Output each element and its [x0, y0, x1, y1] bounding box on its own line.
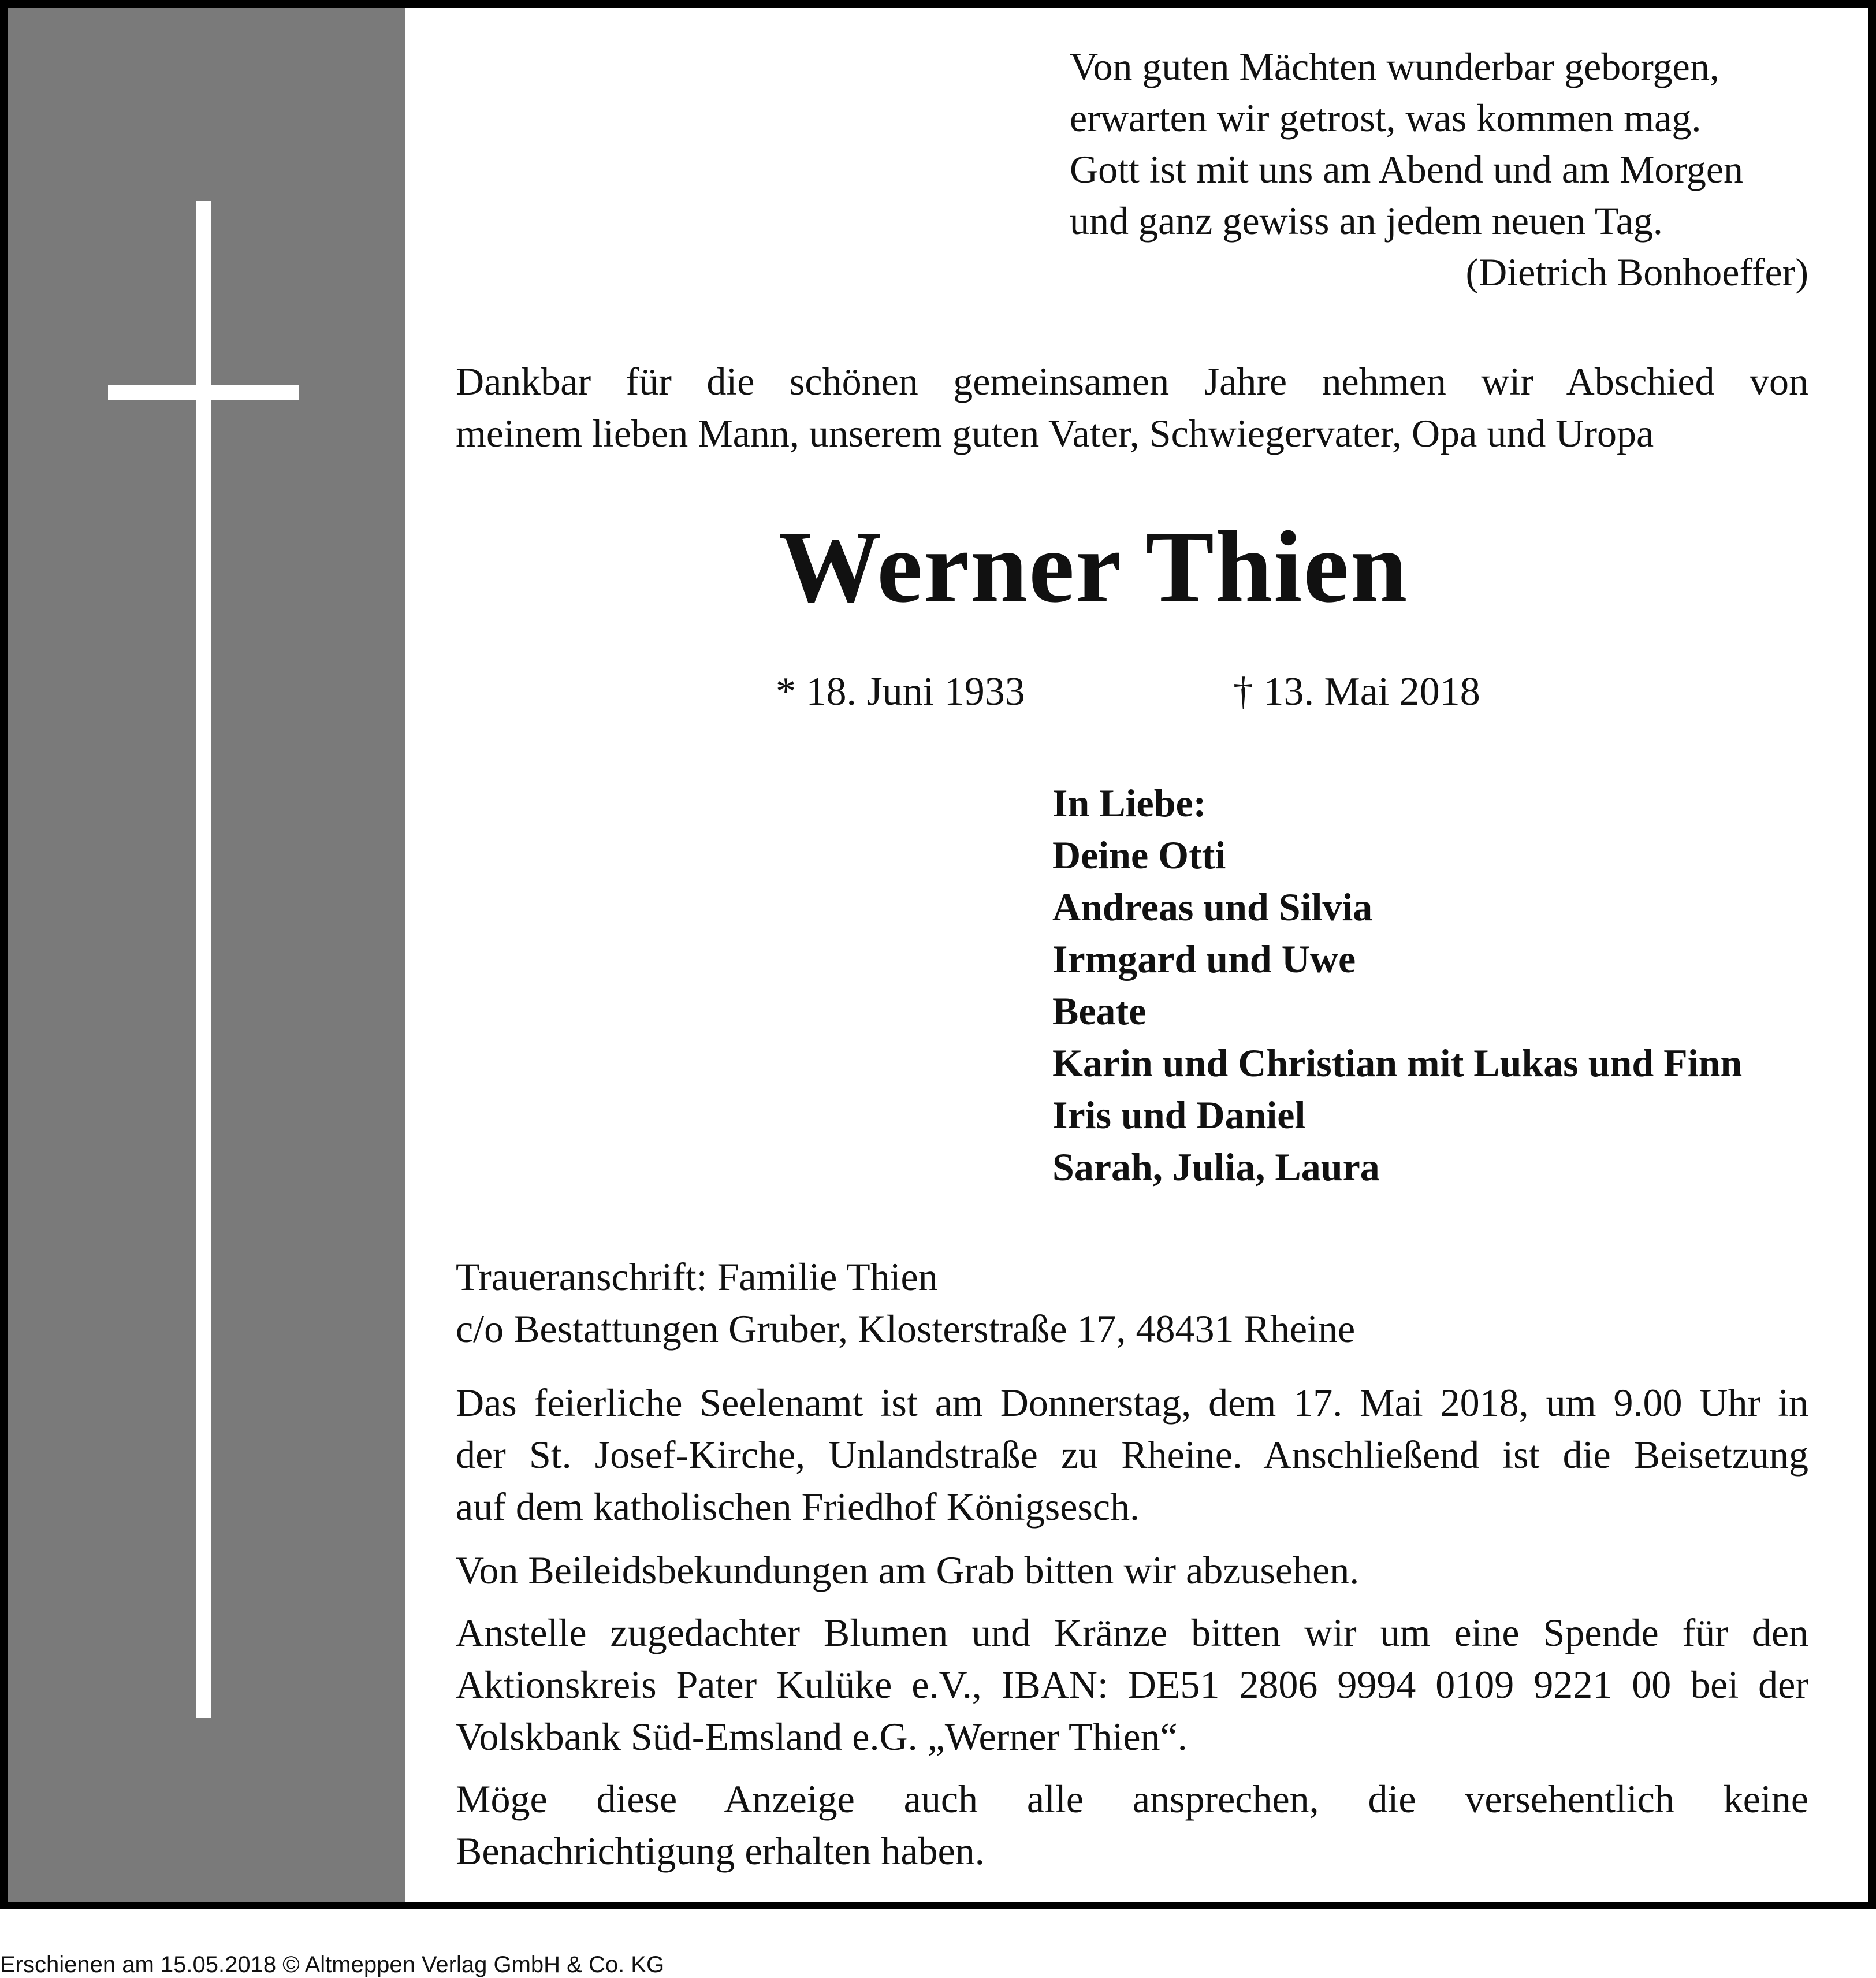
- closing-line: Benachrichtigung erhalten haben.: [456, 1829, 985, 1873]
- poem-line: Von guten Mächten wunderbar geborgen,: [1070, 44, 1719, 88]
- cross-icon: [196, 201, 211, 1718]
- signer: Karin und Christian mit Lukas und Finn: [1052, 1041, 1743, 1085]
- signers-list: [1052, 777, 1742, 1193]
- address-line: Traueranschrift: Familie Thien: [456, 1255, 938, 1299]
- poem-source: (Dietrich Bonhoeffer): [1465, 250, 1808, 294]
- donation-line: Volskbank Süd-Emsland e.G. „Werner Thien“.: [456, 1715, 1188, 1758]
- intro-line: meinem lieben Mann, unserem guten Vater, Schwiegervater, Opa und Uropa: [456, 411, 1654, 455]
- signer: Beate: [1052, 989, 1147, 1033]
- signer: Deine Otti: [1052, 833, 1226, 877]
- service-line: der St. Josef-Kirche, Unlandstraße zu Rheine. Anschließend ist die Beisetzung: [456, 1433, 1808, 1477]
- sidebar-panel: [8, 8, 405, 1902]
- service-line: Das feierliche Seelenamt ist am Donnerstag, dem 17. Mai 2018, um 9.00 Uhr in: [456, 1381, 1808, 1425]
- poem: [1070, 41, 1743, 247]
- birth-date: * 18. Juni 1933: [776, 670, 1025, 714]
- poem-line: erwarten wir getrost, was kommen mag.: [1070, 96, 1702, 140]
- signer: Andreas und Silvia: [1052, 885, 1373, 929]
- signer: Irmgard und Uwe: [1052, 937, 1356, 981]
- poem-line: und ganz gewiss an jedem neuen Tag.: [1070, 199, 1663, 243]
- poem-line: Gott ist mit uns am Abend und am Morgen: [1070, 147, 1744, 191]
- donation-line: Anstelle zugedachter Blumen und Kränze bitten wir um eine Spende für den: [456, 1611, 1808, 1654]
- donation-line: Aktionskreis Pater Kulüke e.V., IBAN: DE51 2806 9994 0109 9221 00 bei der: [456, 1663, 1808, 1706]
- address-line: c/o Bestattungen Gruber, Klosterstraße 17, 48431 Rheine: [456, 1307, 1356, 1351]
- intro-line: Dankbar für die schönen gemeinsamen Jahre nehmen wir Abschied von: [456, 359, 1808, 403]
- publication-footer: Erschienen am 15.05.2018 © Altmeppen Verlag GmbH & Co. KG: [0, 1952, 665, 1977]
- death-date: † 13. Mai 2018: [1233, 670, 1480, 714]
- deceased-name: Werner Thien: [779, 510, 1409, 624]
- service-line: auf dem katholischen Friedhof Königsesch.: [456, 1485, 1140, 1529]
- closing-line: Möge diese Anzeige auch alle ansprechen, die versehentlich keine: [456, 1777, 1808, 1821]
- signer: Sarah, Julia, Laura: [1052, 1145, 1380, 1189]
- signer: Iris und Daniel: [1052, 1093, 1306, 1137]
- condolence-note: Von Beileidsbekundungen am Grab bitten wir abzusehen.: [456, 1548, 1360, 1592]
- signer: In Liebe:: [1052, 781, 1207, 825]
- cross-icon-crossbar: [108, 385, 299, 400]
